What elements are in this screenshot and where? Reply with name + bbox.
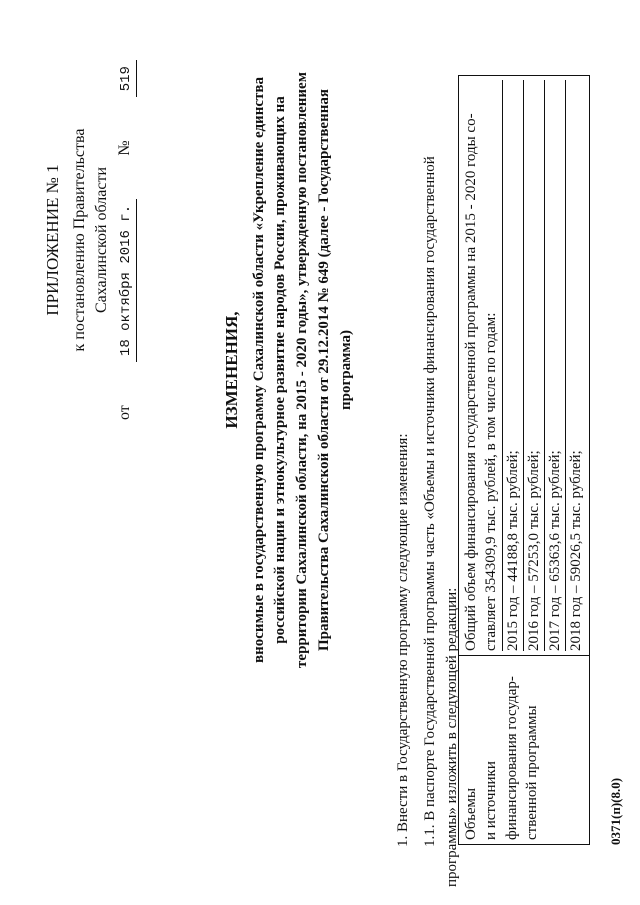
- table-label-cell: [459, 656, 590, 845]
- number-sign: №: [116, 140, 134, 156]
- appendix-line-2: Сахалинской области: [92, 166, 110, 314]
- year-line: 2016 год – 57253,0 тыс. рублей;: [524, 80, 545, 651]
- heading-title: ИЗМЕНЕНИЯ,: [222, 311, 241, 429]
- table-row: [459, 76, 590, 845]
- label-line: Объемы: [463, 787, 479, 840]
- date-field: 18 октября 2016 г.: [117, 199, 137, 362]
- appendix-date-row: [114, 60, 137, 420]
- total-line-2: ставляет 354309,9 тыс. рублей, в том числе по годам:: [481, 80, 502, 651]
- label-line: ственной программы: [523, 705, 540, 840]
- footer-code: 0371(п)(8.0): [608, 777, 623, 845]
- label-line: и источники: [483, 761, 500, 840]
- total-line-1: Общий объем финансирования государственной программы на 2015 - 2020 годы со-: [463, 113, 479, 651]
- item-1: 1. Внести в Государственную программу следующие изменения:: [395, 433, 411, 847]
- date-prefix: от: [116, 405, 134, 420]
- appendix-line-1: к постановлению Правительства: [70, 128, 88, 352]
- financing-table: [458, 75, 590, 845]
- appendix-title: ПРИЛОЖЕНИЕ № 1: [43, 164, 62, 316]
- item-1-1-first: 1.1. В паспорте Государственной программы часть «Объемы и источники финансирования государственной: [421, 156, 438, 847]
- appendix-header: [42, 60, 137, 420]
- year-line: 2018 год – 59026,5 тыс. рублей;: [568, 450, 585, 651]
- label-line: финансирования государ-: [503, 676, 520, 840]
- amendment-items: [392, 87, 464, 887]
- table-value-cell: [459, 76, 590, 656]
- item-1-1-rest: программы» изложить в следующей редакции:: [444, 587, 460, 887]
- document-heading: [220, 65, 357, 675]
- heading-body: вносимые в государственную программу Сахалинской области «Укрепление единства российской нации и этнокультурное развитие народов России, проживающих на территории Сахалинской области, на 2015 - 2020 годы», утвержденную постановлением Правительства Сахалинской области от 29.12.2014 № 649 (далее - Государственная программа): [250, 72, 354, 668]
- year-line: 2017 год – 65363,6 тыс. рублей;: [545, 80, 566, 651]
- year-line: 2015 год – 44188,8 тыс. рублей;: [503, 80, 524, 651]
- number-field: 519: [117, 60, 137, 97]
